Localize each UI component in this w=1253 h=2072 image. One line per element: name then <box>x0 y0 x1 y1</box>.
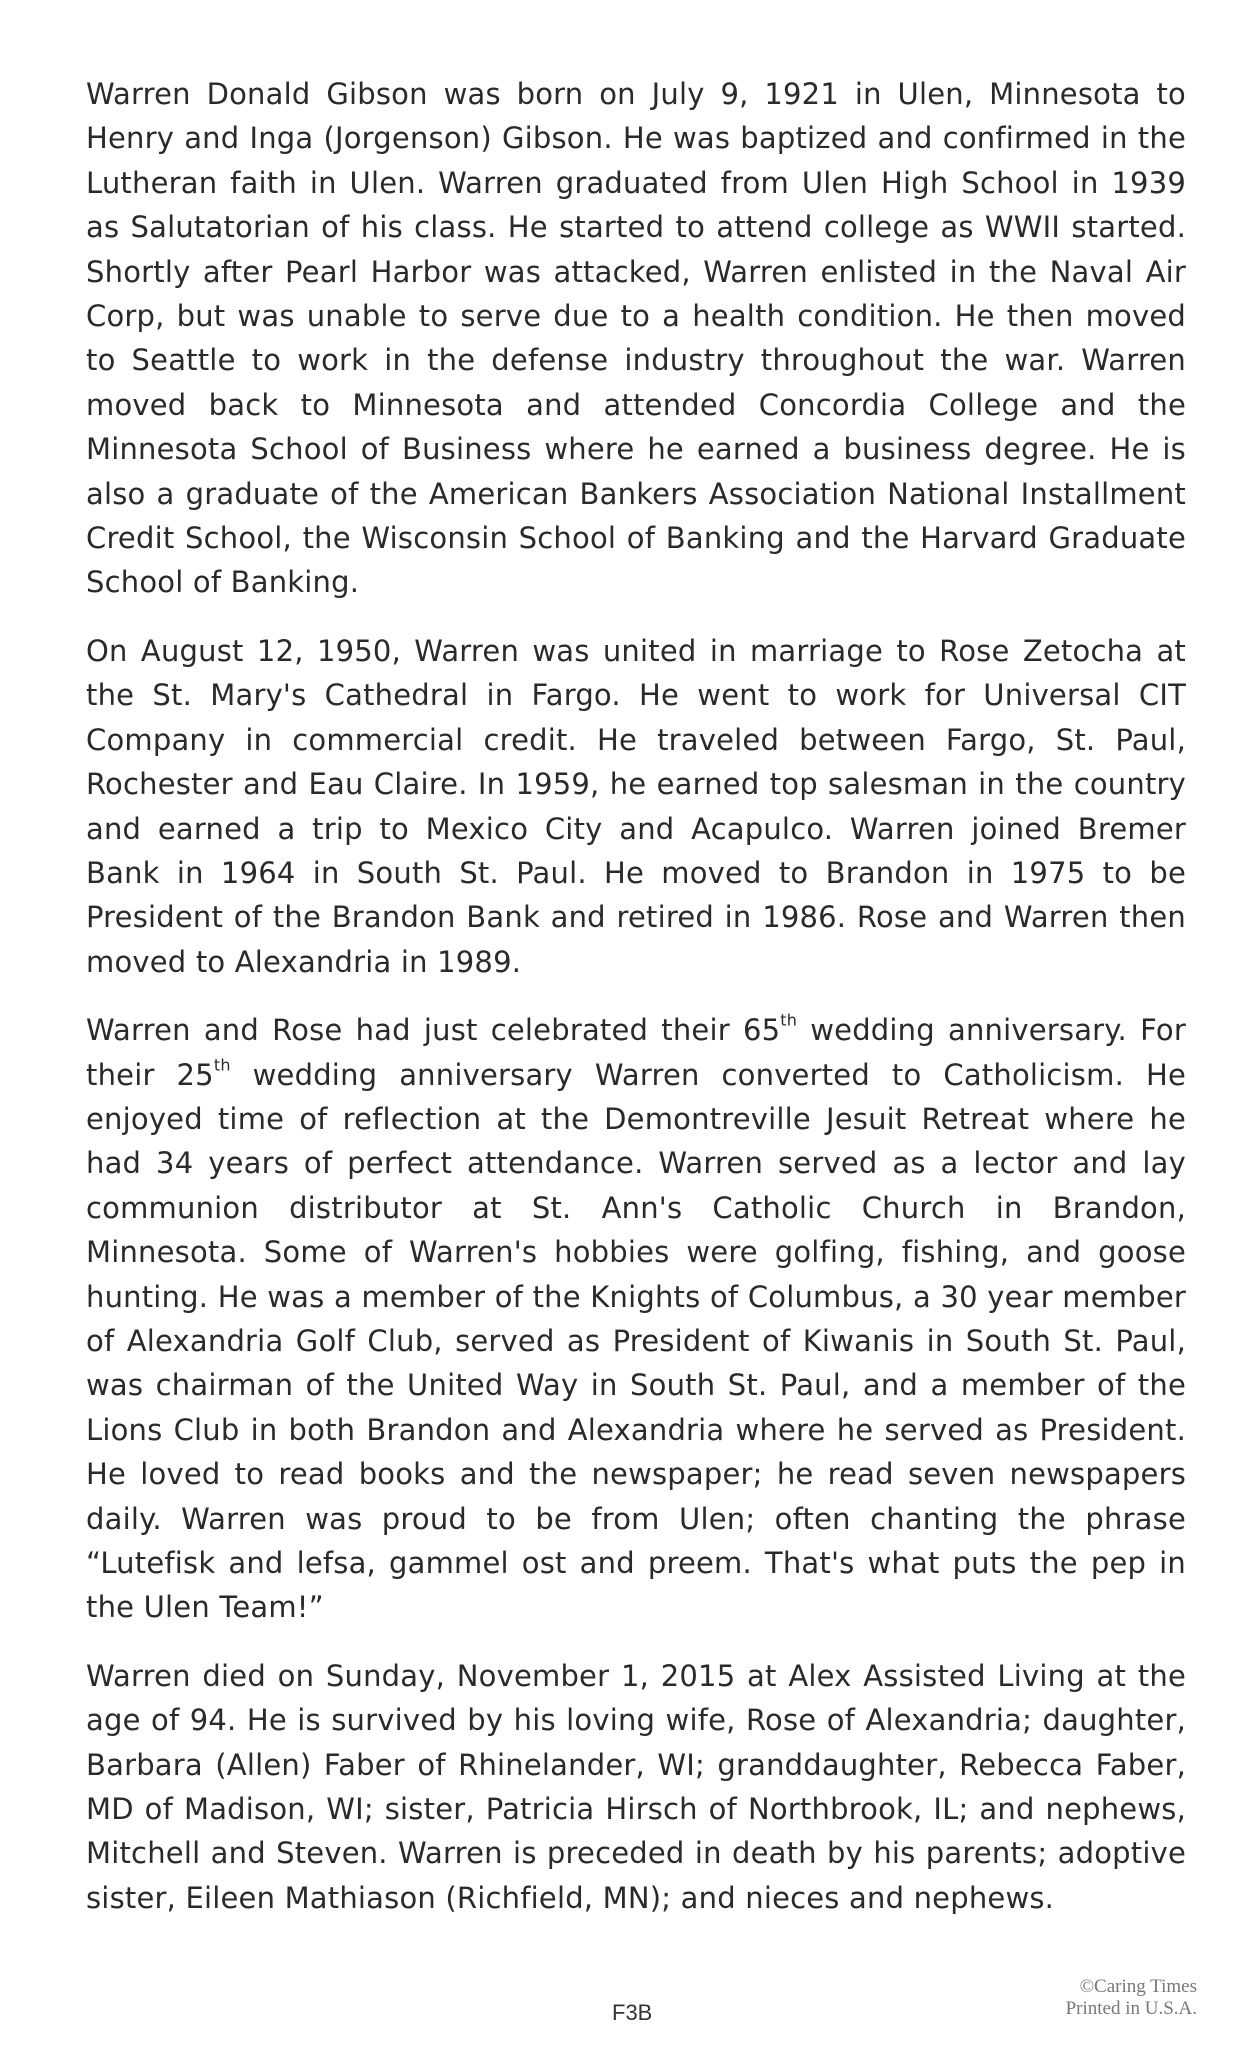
paragraph-part: wedding anniversary. For their 25 <box>86 1013 1186 1092</box>
printed-line: Printed in U.S.A. <box>1065 1998 1197 2019</box>
paragraph-survivors: Warren died on Sunday, November 1, 2015 at Alex Assisted Living at the age of 94. He is survived by his loving wife, Rose of Alexandria; daughter, Barbara (Allen) Faber of Rhinelander, WI; granddaughter, Rebecca Faber, MD of Madison, WI; sister, Patricia Hirsch of Northbrook, IL; and nephews, Mitchell and Steven. Warren is preceded in death by his parents; adoptive sister, Eileen Mathiason (Richfield, MN); and nieces and nephews. <box>86 1658 1186 1915</box>
obituary-text <box>86 72 1186 1944</box>
paragraph-part: Warren and Rose had just celebrated their 65 <box>86 1013 781 1048</box>
copyright-line: ©Caring Times <box>1079 1976 1197 1997</box>
paragraph-biography: Warren Donald Gibson was born on July 9, 1921 in Ulen, Minnesota to Henry and Inga (Jorgenson) Gibson. He was baptized and confirmed in the Lutheran faith in Ulen. Warren graduated from Ulen High School in 1939 as Salutatorian of his class. He started to attend college as WWII started. Shortly after Pearl Harbor was attacked, Warren enlisted in the Naval Air Corp, but was unable to serve due to a health condition. He then moved to Seattle to work in the defense industry throughout the war. Warren moved back to Minnesota and attended Concordia College and the Minnesota School of Business where he earned a business degree. He is also a graduate of the American Bankers Association National Installment Credit School, the Wisconsin School of Banking and the Harvard Graduate School of Banking. <box>86 77 1186 600</box>
paragraph-marriage-career: On August 12, 1950, Warren was united in marriage to Rose Zetocha at the St. Mary's Cathedral in Fargo. He went to work for Universal CIT Company in commercial credit. He traveled between Fargo, St. Paul, Rochester and Eau Claire. In 1959, he earned top salesman in the country and earned a trip to Mexico City and Acapulco. Warren joined Bremer Bank in 1964 in South St. Paul. He moved to Brandon in 1975 to be President of the Brandon Bank and retired in 1986. Rose and Warren then moved to Alexandria in 1989. <box>86 633 1186 979</box>
ordinal-suffix: th <box>780 1010 798 1030</box>
paragraph-anniversary-hobbies <box>86 1008 1186 1630</box>
page-code: F3B <box>612 2000 653 2025</box>
ordinal-suffix: th <box>213 1055 231 1075</box>
paragraph-part: wedding anniversary Warren converted to Catholicism. He enjoyed time of reflection at the Demontreville Jesuit Retreat where he had 34 years of perfect attendance. Warren served as a lector and lay communion distributor at St. Ann's Catholic Church in Brandon, Minnesota. Some of Warren's hobbies were golfing, fishing, and goose hunting. He was a member of the Knights of Columbus, a 30 year member of Alexandria Golf Club, served as President of Kiwanis in South St. Paul, was chairman of the United Way in South St. Paul, and a member of the Lions Club in both Brandon and Alexandria where he served as President. He loved to read books and the newspaper; he read seven newspapers daily. Warren was proud to be from Ulen; often chanting the phrase “Lutefisk and lefsa, gammel ost and preem. That's what puts the pep in the Ulen Team!” <box>86 1057 1186 1625</box>
colophon <box>1066 1976 1197 2020</box>
